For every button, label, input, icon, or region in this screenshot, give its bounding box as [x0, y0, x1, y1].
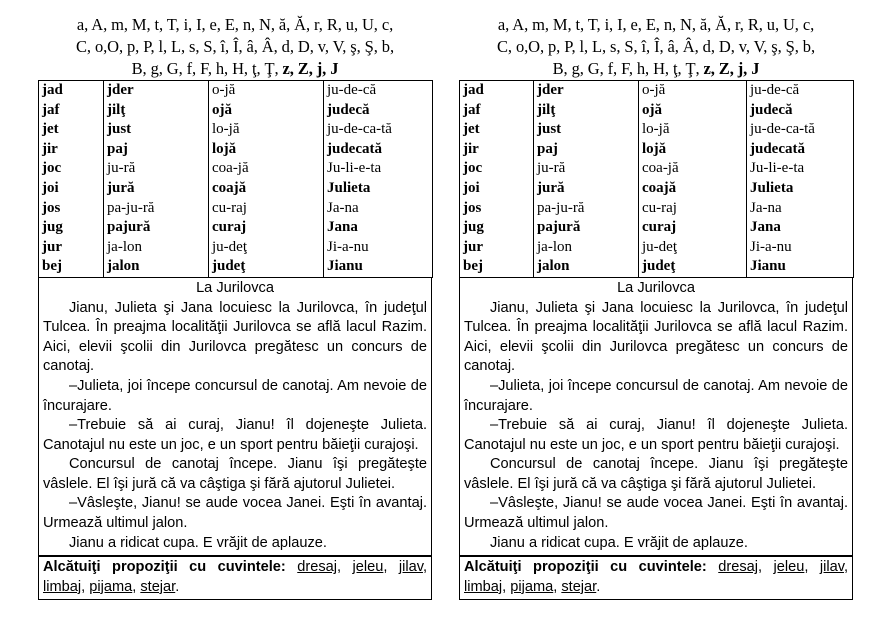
word-cell: Jianu	[747, 257, 854, 277]
word-cell: lojă	[209, 140, 324, 160]
word-cell: ju-de-ca-tă	[324, 120, 433, 140]
word-cell: joi	[463, 179, 480, 196]
story-paragraph: Jianu a ridicat cupa. E vrăjit de aplauze.	[490, 534, 748, 551]
reading-card-left	[38, 14, 432, 600]
task-box: Alcătuiţi propoziţii cu cuvintele: dresaj, jeleu, jilav, limbaj, pijama, stejar.	[38, 556, 432, 600]
alphabet-line-2: C, o,O, p, P, l, L, s, S, î, Î, â, Â, d, D, v, V, ş, Ş, b,	[76, 37, 394, 56]
word-cell: ju-de-ca-tă	[747, 120, 854, 140]
story-box	[38, 278, 432, 556]
word-cell: judecată	[747, 140, 854, 160]
word-cell: jură	[104, 179, 209, 199]
word-cell: ojă	[209, 101, 324, 121]
word-cell: just	[534, 120, 639, 140]
alphabet-line-3-bold: z, Z, j, J	[282, 59, 339, 78]
task-word: pijama	[510, 578, 554, 595]
word-table-row	[460, 218, 854, 238]
task-box: Alcătuiţi propoziţii cu cuvintele: dresaj, jeleu, jilav, limbaj, pijama, stejar.	[459, 556, 853, 600]
word-table-body	[460, 81, 854, 278]
word-table-row	[460, 257, 854, 277]
task-word: dresaj	[297, 559, 337, 576]
word-cell: jur	[463, 238, 483, 255]
alphabet-list	[38, 14, 432, 80]
story-paragraph: –Julieta, joi începe concursul de canotaj. Am nevoie de încurajare.	[43, 377, 427, 414]
word-cell: jir	[463, 140, 479, 157]
alphabet-line-3-plain: B, g, G, f, F, h, H, ţ, Ţ,	[552, 59, 704, 78]
task-word: limbaj	[464, 578, 503, 595]
alphabet-line-2: C, o,O, p, P, l, L, s, S, î, Î, â, Â, d, D, v, V, ş, Ş, b,	[497, 37, 815, 56]
task-word: limbaj	[43, 578, 82, 595]
word-table	[459, 80, 854, 278]
word-table-row	[39, 81, 433, 101]
word-cell: Jana	[324, 218, 433, 238]
word-table-row	[460, 179, 854, 199]
story-box	[459, 278, 853, 556]
task-word: jilav	[398, 559, 423, 576]
story-paragraph: –Trebuie să ai curaj, Jianu! îl dojeneşte Julieta. Canotajul nu este un joc, e un sport pentru băieţii curajoşi.	[43, 417, 427, 453]
word-cell: ju-de-că	[324, 81, 433, 101]
task-word: jeleu	[352, 559, 384, 576]
word-cell: bej	[463, 258, 483, 275]
task-word: jilav	[819, 559, 844, 576]
word-cell: ja-lon	[534, 238, 639, 258]
word-cell: judeţ	[639, 257, 747, 277]
story-paragraph: –Trebuie să ai curaj, Jianu! îl dojeneşte Julieta. Canotajul nu este un joc, e un sport pentru băieţii curajoşi.	[464, 417, 848, 453]
word-cell: Julieta	[747, 179, 854, 199]
word-table-row	[460, 101, 854, 121]
word-cell: coajă	[639, 179, 747, 199]
word-cell: jad	[463, 82, 484, 98]
word-cell: jaf	[463, 101, 481, 118]
word-cell: ju-de-că	[747, 81, 854, 101]
story-paragraph: Concursul de canotaj începe. Jianu îşi pregăteşte vâslele. El îşi jură că va câştiga şi fără ajutorul Julietei.	[43, 456, 427, 492]
word-cell: jet	[463, 121, 480, 138]
word-cell: jos	[42, 199, 61, 216]
word-cell: jug	[42, 219, 63, 236]
word-cell: jir	[42, 140, 58, 157]
alphabet-line-3	[38, 58, 432, 80]
word-table-body	[39, 81, 433, 278]
word-cell: jos	[463, 199, 482, 216]
alphabet-line-3-plain: B, g, G, f, F, h, H, ţ, Ţ,	[131, 59, 283, 78]
story-paragraph: Concursul de canotaj începe. Jianu îşi pregăteşte vâslele. El îşi jură că va câştiga şi fără ajutorul Julietei.	[464, 456, 848, 492]
word-table-row	[39, 218, 433, 238]
word-cell: jalon	[104, 257, 209, 277]
word-table-row	[460, 238, 854, 258]
word-cell: coa-jă	[209, 159, 324, 179]
word-table-row	[460, 140, 854, 160]
word-cell: jder	[104, 81, 209, 101]
word-cell: joc	[42, 160, 62, 177]
word-cell: jder	[534, 81, 639, 101]
word-cell: Ja-na	[324, 199, 433, 219]
task-word: dresaj	[718, 559, 758, 576]
word-table-row	[39, 140, 433, 160]
story-paragraph: Jianu a ridicat cupa. E vrăjit de aplauze.	[69, 534, 327, 551]
word-cell: judecată	[324, 140, 433, 160]
word-table-row	[460, 159, 854, 179]
word-cell: just	[104, 120, 209, 140]
word-cell: Ji-a-nu	[324, 238, 433, 258]
word-cell: joi	[42, 179, 59, 196]
word-cell: curaj	[639, 218, 747, 238]
word-cell: jur	[42, 238, 62, 255]
word-cell: coajă	[209, 179, 324, 199]
word-table-row	[39, 120, 433, 140]
story-paragraph: –Vâsleşte, Jianu! se aude vocea Janei. Eşti în avantaj. Urmează ultimul jalon.	[43, 495, 427, 532]
word-cell: Julieta	[324, 179, 433, 199]
word-cell: pa-ju-ră	[104, 199, 209, 219]
word-cell: o-jă	[209, 81, 324, 101]
reading-card-right	[459, 14, 853, 600]
word-table-row	[39, 199, 433, 219]
word-cell: judecă	[747, 101, 854, 121]
alphabet-line-1: a, A, m, M, t, T, i, I, e, E, n, N, ă, Ă, r, R, u, U, c,	[497, 15, 815, 34]
word-table-row	[460, 199, 854, 219]
word-cell: curaj	[209, 218, 324, 238]
word-cell: pa-ju-ră	[534, 199, 639, 219]
alphabet-line-1: a, A, m, M, t, T, i, I, e, E, n, N, ă, Ă, r, R, u, U, c,	[76, 15, 394, 34]
word-cell: jilţ	[534, 101, 639, 121]
word-table-row	[39, 179, 433, 199]
alphabet-line-3	[459, 58, 853, 80]
word-cell: jet	[42, 121, 59, 138]
story-paragraph: –Julieta, joi începe concursul de canotaj. Am nevoie de încurajare.	[464, 377, 848, 414]
word-cell: lojă	[639, 140, 747, 160]
word-cell: joc	[463, 160, 483, 177]
task-word: stejar	[561, 578, 597, 595]
alphabet-list	[459, 14, 853, 80]
word-cell: ju-ră	[104, 159, 209, 179]
word-table-row	[460, 81, 854, 101]
word-cell: lo-jă	[209, 120, 324, 140]
word-cell: paj	[104, 140, 209, 160]
word-cell: Jana	[747, 218, 854, 238]
word-cell: pajură	[104, 218, 209, 238]
word-cell: Ju-li-e-ta	[324, 159, 433, 179]
word-cell: ju-deţ	[209, 238, 324, 258]
story-title: La Jurilovca	[617, 279, 695, 296]
story-paragraph: –Vâsleşte, Jianu! se aude vocea Janei. Eşti în avantaj. Urmează ultimul jalon.	[464, 495, 848, 532]
word-table	[38, 80, 433, 278]
word-table-row	[460, 120, 854, 140]
word-cell: jug	[463, 219, 484, 236]
word-cell: Jianu	[324, 257, 433, 277]
word-table-row	[39, 257, 433, 277]
word-cell: jilţ	[104, 101, 209, 121]
word-cell: jad	[42, 82, 63, 98]
word-cell: lo-jă	[639, 120, 747, 140]
word-cell: jalon	[534, 257, 639, 277]
task-word: pijama	[89, 578, 133, 595]
story-paragraph: Jianu, Julieta şi Jana locuiesc la Jurilovca, în judeţul Tulcea. În preajma localităţii Jurilovca se află lacul Razim. Aici, elevii şcolii din Jurilovca pregătesc un concurs de canotaj.	[43, 299, 427, 375]
word-cell: judecă	[324, 101, 433, 121]
word-cell: Ju-li-e-ta	[747, 159, 854, 179]
word-cell: cu-raj	[639, 199, 747, 219]
word-cell: ju-deţ	[639, 238, 747, 258]
word-cell: pajură	[534, 218, 639, 238]
task-label: Alcătuiţi propoziţii cu cuvintele:	[43, 559, 286, 576]
word-table-row	[39, 159, 433, 179]
word-cell: jaf	[42, 101, 60, 118]
task-word: stejar	[140, 578, 176, 595]
task-label: Alcătuiţi propoziţii cu cuvintele:	[464, 559, 707, 576]
word-cell: Ji-a-nu	[747, 238, 854, 258]
word-cell: cu-raj	[209, 199, 324, 219]
word-cell: o-jă	[639, 81, 747, 101]
word-cell: Ja-na	[747, 199, 854, 219]
task-word: jeleu	[773, 559, 805, 576]
word-cell: jură	[534, 179, 639, 199]
word-table-row	[39, 101, 433, 121]
word-cell: ja-lon	[104, 238, 209, 258]
story-paragraph: Jianu, Julieta şi Jana locuiesc la Jurilovca, în judeţul Tulcea. În preajma localităţii Jurilovca se află lacul Razim. Aici, elevii şcolii din Jurilovca pregătesc un concurs de canotaj.	[464, 299, 848, 375]
word-cell: judeţ	[209, 257, 324, 277]
word-cell: ojă	[639, 101, 747, 121]
word-cell: bej	[42, 258, 62, 275]
story-title: La Jurilovca	[196, 279, 274, 296]
word-cell: ju-ră	[534, 159, 639, 179]
word-cell: paj	[534, 140, 639, 160]
word-table-row	[39, 238, 433, 258]
word-cell: coa-jă	[639, 159, 747, 179]
alphabet-line-3-bold: z, Z, j, J	[703, 59, 760, 78]
